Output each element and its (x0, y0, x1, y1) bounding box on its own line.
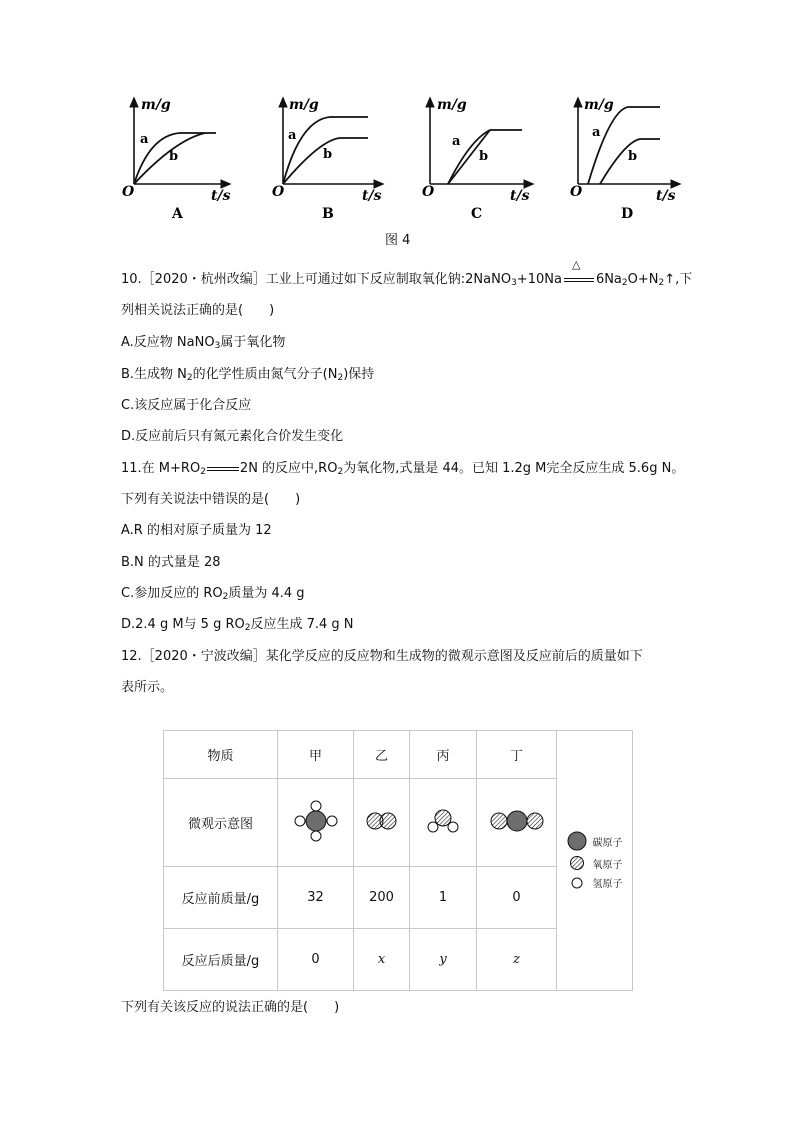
after-yi: x (354, 929, 410, 991)
substance-bing: 丙 (410, 731, 477, 779)
carbon-dioxide-molecule-icon (489, 807, 545, 835)
q11-option-d[interactable]: D.2.4 g M与 5 g $RO_2$反应生成 7.4 g N (121, 617, 354, 633)
after-label: 反应后质量/g (164, 929, 278, 991)
x-axis-label: t/s (656, 188, 676, 204)
substance-yi: 乙 (354, 731, 410, 779)
before-label: 反应前质量/g (164, 867, 278, 929)
q10-stem-line1: 10.［2020・杭州改编］工业上可通过如下反应制取氧化钠:2NaNO$_3$+10Na △ $6Na_2O+N_2↑$,下 (121, 258, 693, 288)
substance-ding: 丁 (477, 731, 557, 779)
q12-stem-line1: 12.［2020・宁波改编］某化学反应的反应物和生成物的微观示意图及反应前后的质量如下 (121, 649, 643, 664)
series-b-label: b (628, 149, 638, 164)
substance-jia: 甲 (278, 731, 354, 779)
q10-option-c[interactable]: C.该反应属于化合反应 (121, 398, 252, 413)
legend-carbon: 碳原子 (567, 831, 623, 851)
q10-stem-line2: 列相关说法正确的是( ) (121, 303, 275, 318)
y-axis-label: m/g (289, 97, 319, 113)
micro-jia (278, 779, 354, 867)
q11-option-c[interactable]: C.参加反应的 $RO_2$质量为 4.4 g (121, 586, 305, 602)
series-a-label: a (592, 125, 601, 140)
series-b-label: b (169, 149, 179, 164)
q10-option-b[interactable]: B.生成物 $N_2$的化学性质由氮气分子$(N_2)$保持 (121, 367, 375, 383)
origin-label: O (122, 184, 135, 200)
before-ding: 0 (477, 867, 557, 929)
graph-panels-svg (0, 0, 794, 225)
micro-yi (354, 779, 410, 867)
y-axis-label: m/g (437, 97, 467, 113)
equals-sign (207, 467, 239, 471)
series-a-label: a (452, 134, 461, 149)
graph-panel-d (570, 97, 680, 222)
origin-label: O (272, 184, 285, 200)
q11-option-b[interactable]: B.N 的式量是 28 (121, 555, 221, 570)
x-axis-label: t/s (211, 188, 231, 204)
x-axis-label: t/s (362, 188, 382, 204)
figure-4 (0, 0, 794, 225)
graph-panel-c (422, 97, 533, 222)
x-axis-label: t/s (510, 188, 530, 204)
oxygen-molecule-icon (364, 809, 400, 833)
origin-label: O (570, 184, 583, 200)
micro-label: 微观示意图 (164, 779, 278, 867)
before-jia: 32 (278, 867, 354, 929)
series-a-label: a (140, 132, 149, 147)
series-b-label: b (479, 149, 489, 164)
q10-option-d[interactable]: D.反应前后只有氮元素化合价发生变化 (121, 429, 344, 444)
origin-label: O (422, 184, 435, 200)
after-ding: z (477, 929, 557, 991)
panel-letter: B (322, 206, 334, 222)
curve-a (588, 107, 660, 184)
q12-after-table: 下列有关该反应的说法正确的是( ) (121, 1000, 340, 1015)
legend-cell (557, 731, 633, 991)
q10-option-a[interactable]: A.反应物 NaNO$_3$属于氧化物 (121, 335, 286, 351)
after-jia: 0 (278, 929, 354, 991)
panel-letter: C (471, 206, 483, 222)
series-b-label: b (323, 147, 333, 162)
table-header-row (164, 731, 633, 779)
methane-molecule-icon (291, 796, 341, 846)
y-axis-label: m/g (584, 97, 614, 113)
panel-letter: D (621, 206, 634, 222)
before-yi: 200 (354, 867, 410, 929)
legend-hydrogen: 氢原子 (567, 875, 623, 890)
q11-option-a[interactable]: A.R 的相对原子质量为 12 (121, 523, 272, 538)
graph-panel-b (272, 97, 383, 222)
micro-bing (410, 779, 477, 867)
water-molecule-icon (425, 805, 461, 837)
before-bing: 1 (410, 867, 477, 929)
y-axis-label: m/g (141, 97, 171, 113)
q11-stem-line1: 11.在 $M+RO_2$ 2N 的反应中$,RO_2$为氧化物,式量是 44。已知 1.2g M完全反应生成 5.6g N。 (121, 461, 685, 477)
graph-panel-a (122, 97, 231, 222)
header-label: 物质 (164, 731, 278, 779)
substance-table (163, 730, 633, 991)
micro-ding (477, 779, 557, 867)
q11-stem-line2: 下列有关说法中错误的是( ) (121, 492, 301, 507)
after-bing: y (410, 929, 477, 991)
legend-oxygen: 氧原子 (567, 855, 623, 871)
series-a-label: a (288, 128, 297, 143)
panel-letter: A (172, 206, 183, 222)
heat-condition: △ (562, 272, 596, 287)
q12-stem-line2: 表所示。 (121, 680, 174, 695)
figure-caption: 图 4 (385, 233, 411, 248)
